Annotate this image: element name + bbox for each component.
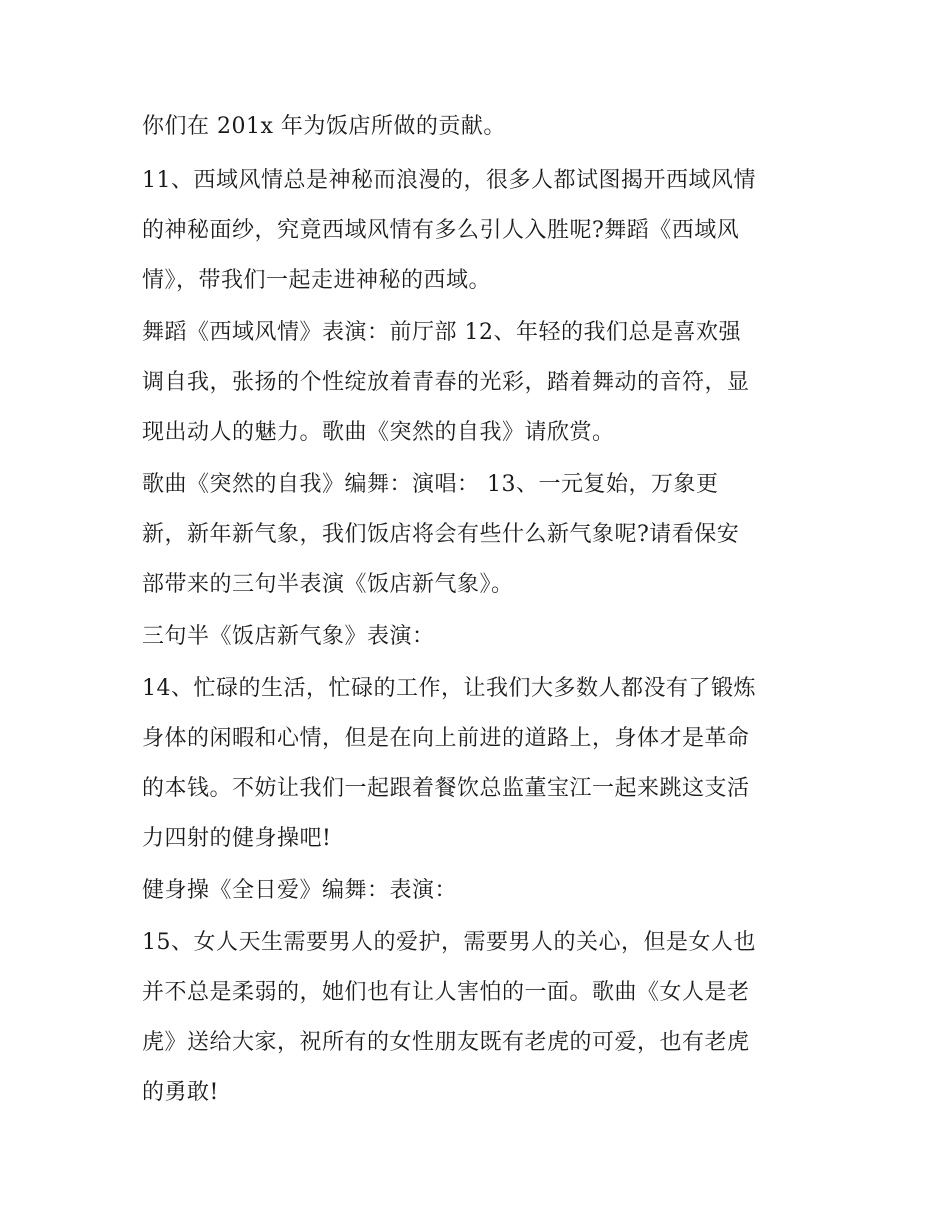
text-line: 舞蹈《西域风情》表演：前厅部 12、年轻的我们总是喜欢强 xyxy=(142,320,741,345)
text-line: 三句半《饭店新气象》表演： xyxy=(142,624,435,649)
text-line: 现出动人的魅力。歌曲《突然的自我》请欣赏。 xyxy=(142,420,615,445)
text-line: 的勇敢! xyxy=(142,1080,219,1105)
text-line: 部带来的三句半表演《饭店新气象》。 xyxy=(142,572,514,597)
text-line: 健身操《全日爱》编舞：表演： xyxy=(142,878,458,903)
text-line: 虎》送给大家，祝所有的女性朋友既有老虎的可爱，也有老虎 xyxy=(142,1030,750,1055)
text-line: 力四射的健身操吧! xyxy=(142,826,332,851)
text-line: 身体的闲暇和心情，但是在向上前进的道路上，身体才是革命 xyxy=(142,726,750,751)
text-line: 14、忙碌的生活，忙碌的工作，让我们大多数人都没有了锻炼 xyxy=(142,676,756,701)
text-line: 11、西域风情总是神秘而浪漫的，很多人都试图揭开西域风情 xyxy=(142,168,756,193)
text-line: 的神秘面纱，究竟西域风情有多么引人入胜呢?舞蹈《西域风 xyxy=(142,218,740,243)
text-line: 你们在 201x 年为饭店所做的贡献。 xyxy=(142,114,506,139)
text-line: 情》，带我们一起走进神秘的西域。 xyxy=(142,268,492,293)
text-line: 调自我，张扬的个性绽放着青春的光彩，踏着舞动的音符，显 xyxy=(142,370,750,395)
text-line: 15、女人天生需要男人的爱护，需要男人的关心，但是女人也 xyxy=(142,930,756,955)
text-line: 歌曲《突然的自我》编舞：演唱： 13、一元复始，万象更 xyxy=(142,472,719,497)
text-line: 的本钱。不妨让我们一起跟着餐饮总监董宝江一起来跳这支活 xyxy=(142,776,750,801)
text-line: 新，新年新气象，我们饭店将会有些什么新气象呢?请看保安 xyxy=(142,522,740,547)
text-line: 并不总是柔弱的，她们也有让人害怕的一面。歌曲《女人是老 xyxy=(142,980,750,1005)
